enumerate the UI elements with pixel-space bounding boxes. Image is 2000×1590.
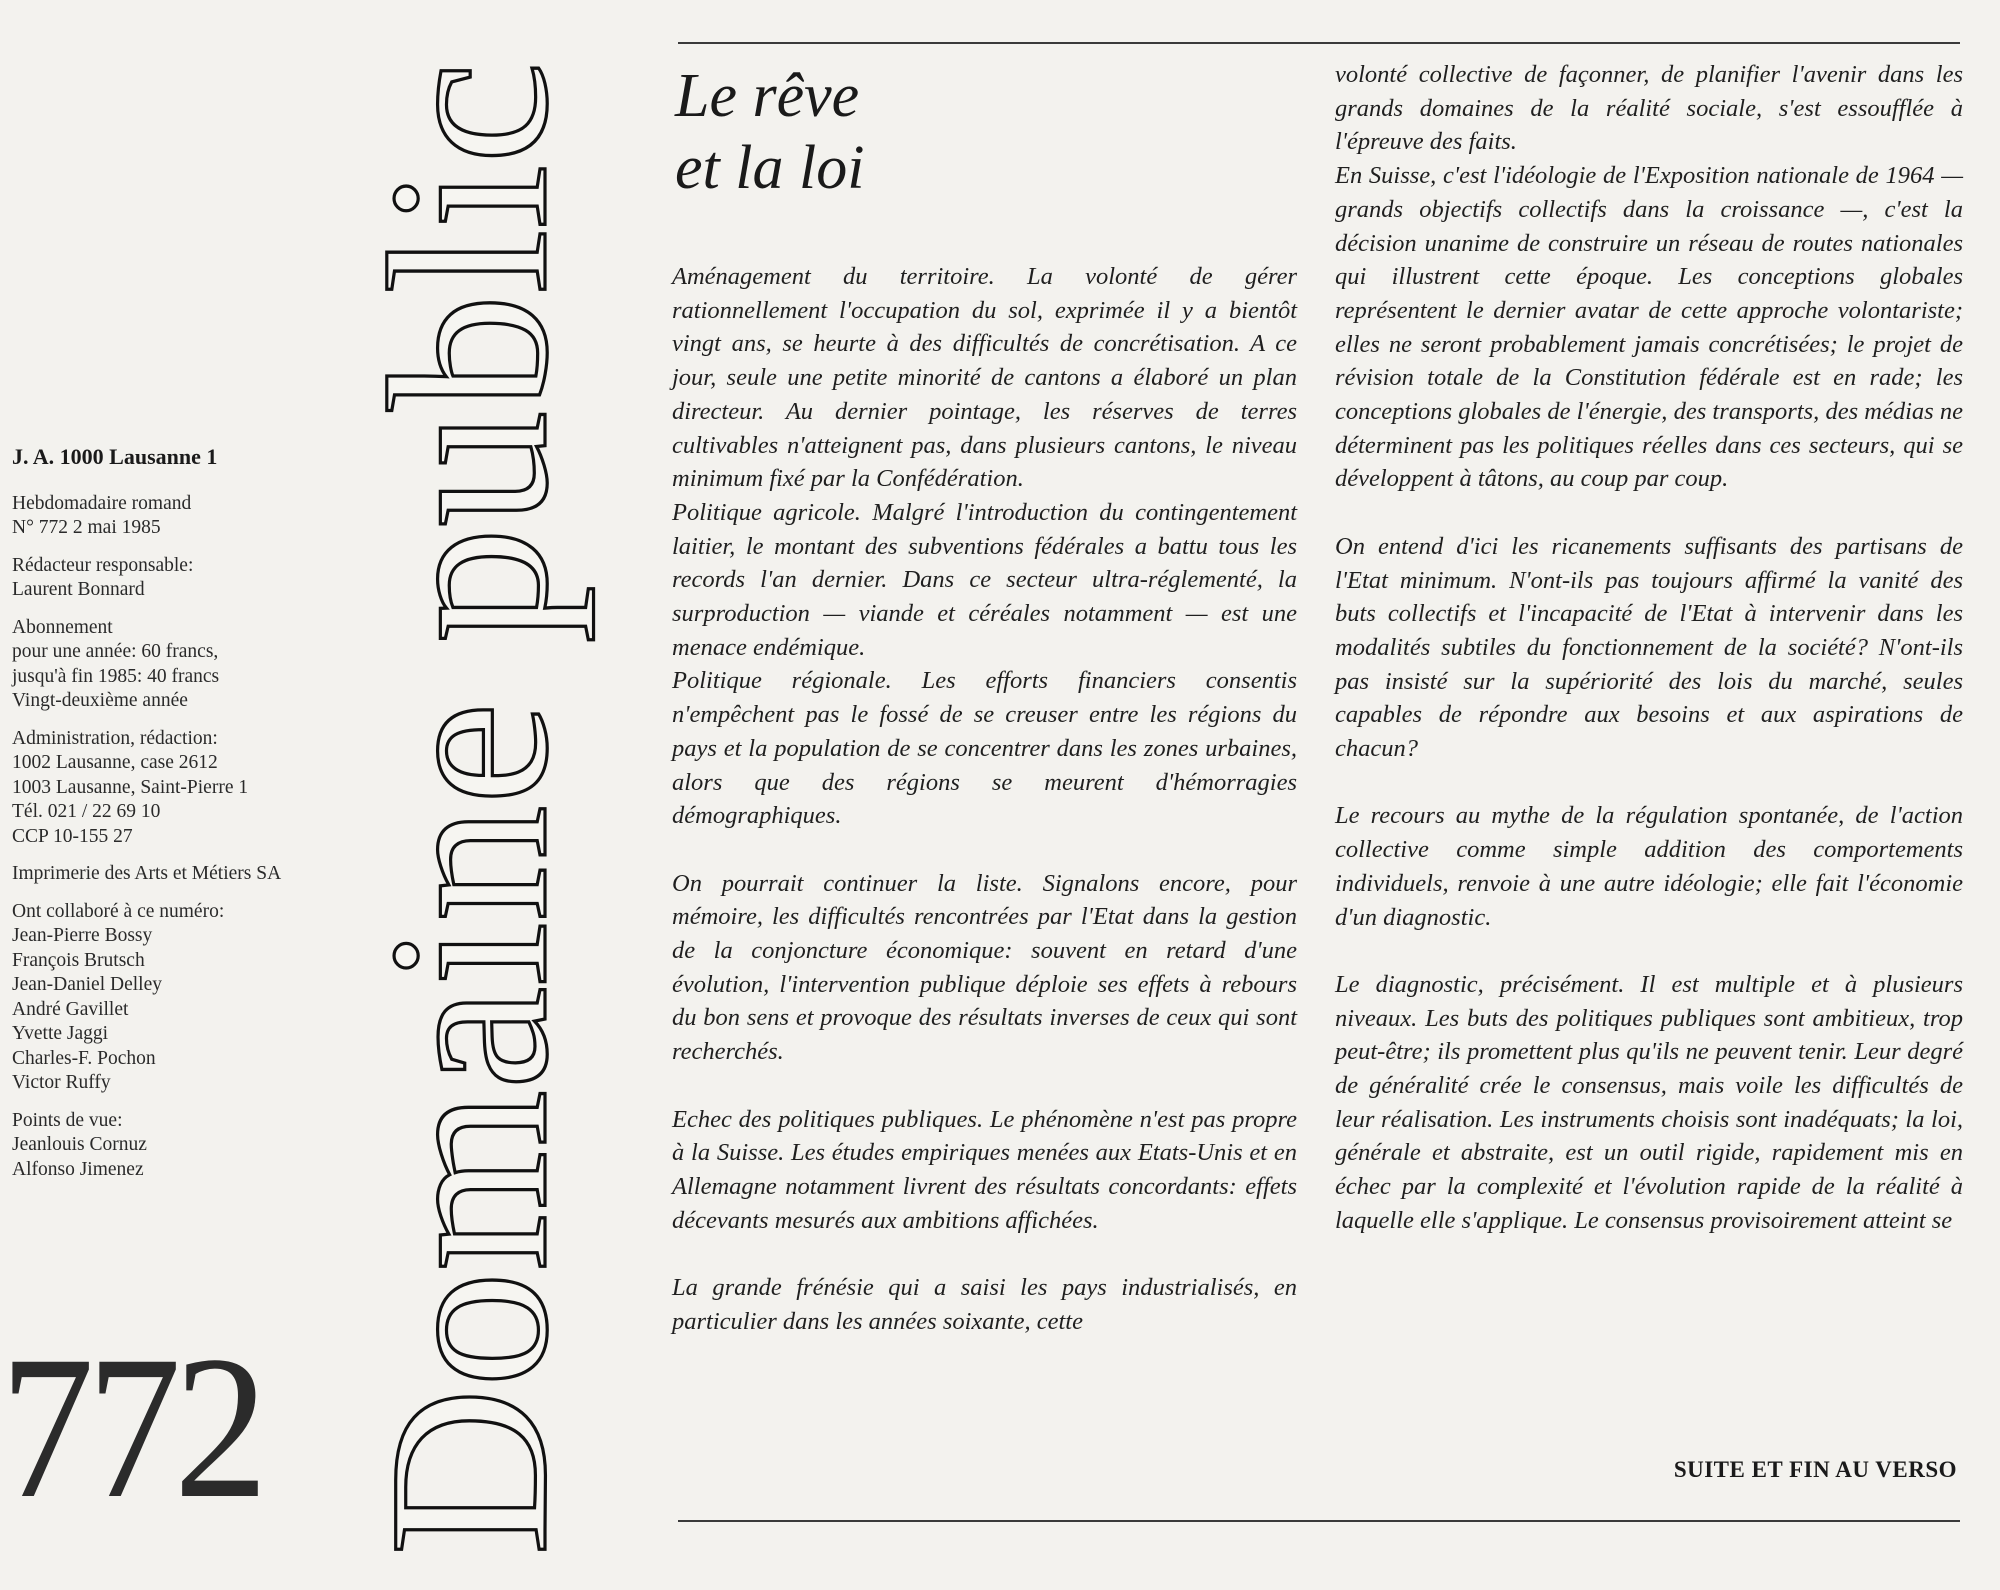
colophon-block bbox=[12, 727, 342, 850]
article-paragraph: Echec des politiques publiques. Le phénomène n'est pas propre à la Suisse. Les études empiriques menées aux Etats-Unis et en Allemagne notamment livrent des résultats concordants: effets décevants mesurés aux ambitions affichées. bbox=[672, 1105, 1297, 1234]
colophon-line: 1003 Lausanne, Saint-Pierre 1 bbox=[12, 776, 249, 798]
colophon-block bbox=[12, 616, 342, 714]
continued-note: SUITE ET FIN AU VERSO bbox=[1673, 1457, 1957, 1482]
colophon-line: Laurent Bonnard bbox=[12, 579, 145, 600]
article-paragraph: Le recours au mythe de la régulation spontanée, de l'action collective comme simple addition des comportements individuels, renvoie à une autre idéologie; elle fait l'économie d'un diagnostic. bbox=[1335, 802, 1963, 931]
colophon-line: Jeanlouis Cornuz bbox=[12, 1134, 147, 1155]
article-paragraph: On pourrait continuer la liste. Signalons encore, pour mémoire, les difficultés rencontrées par l'Etat dans la gestion de la conjoncture économique: souvent en retard d'une évolution, l'intervention publique déploie ses effets à rebours du bon sens et provoque des résultats inverses de ceux qui sont recherchés. bbox=[672, 869, 1297, 1066]
colophon-line: Victor Ruffy bbox=[12, 1072, 111, 1093]
colophon-line: 1002 Lausanne, case 2612 bbox=[12, 752, 218, 773]
article-title bbox=[675, 60, 864, 204]
colophon-line: CCP 10-155 27 bbox=[12, 825, 133, 847]
colophon-line: Jean-Pierre Bossy bbox=[12, 925, 153, 946]
colophon-line: Hebdomadaire romand bbox=[12, 492, 192, 514]
colophon-line: Charles-F. Pochon bbox=[12, 1047, 156, 1069]
colophon-line: N° 772 2 mai 1985 bbox=[12, 517, 161, 538]
colophon-line: pour une année: 60 francs, bbox=[12, 641, 219, 662]
colophon-blocks bbox=[12, 492, 342, 1183]
postal-address: J. A. 1000 Lausanne 1 bbox=[12, 444, 218, 469]
article-paragraph: Politique régionale. Les efforts financiers consentis n'empêchent pas le fossé de se creuser entre les régions du pays et la population de se concentrer dans les zones urbaines, alors que des régions se meurent d'hémorragies démographiques. bbox=[672, 667, 1297, 830]
article-paragraph: Politique agricole. Malgré l'introduction du contingentement laitier, le montant des subventions fédérales a battu tous les records l'an dernier. Dans ce secteur ultra-réglementé, la surproduction — viande et céréales notamment — est une menace endémique. bbox=[672, 498, 1297, 661]
colophon-block bbox=[12, 554, 342, 603]
colophon-line: Alfonso Jimenez bbox=[12, 1158, 144, 1180]
colophon-line: Ont collaboré à ce numéro: bbox=[12, 900, 225, 922]
colophon-block bbox=[12, 862, 342, 887]
colophon-line: Rédacteur responsable: bbox=[12, 554, 194, 576]
colophon-line: André Gavillet bbox=[12, 998, 129, 1020]
article-column-2 bbox=[1335, 58, 1963, 1238]
title-line-1: Le rêve bbox=[675, 62, 860, 130]
colophon bbox=[12, 445, 342, 1195]
colophon-line: jusqu'à fin 1985: 40 francs bbox=[12, 665, 220, 687]
issue-number: 772 bbox=[0, 1314, 261, 1541]
top-rule bbox=[678, 42, 1960, 44]
masthead bbox=[343, 36, 595, 1556]
article-paragraph: Le diagnostic, précisément. Il est multiple et à plusieurs niveaux. Les buts des politiques publiques sont ambitieux, trop peut-être; ils promettent plus qu'ils ne peuvent tenir. Leur degré de généralité crée le consensus, mais voile les difficultés de leur réalisation. Les instruments choisis sont inadéquats; la loi, générale et abstraite, est un outil rigide, rapidement mis en échec par la complexité et l'évolution rapide de la réalité à laquelle elle s'applique. Le consensus provisoirement atteint se bbox=[1335, 970, 1963, 1234]
colophon-block bbox=[12, 900, 342, 1096]
colophon-line: Vingt-deuxième année bbox=[12, 690, 188, 711]
colophon-line: Imprimerie des Arts et Métiers SA bbox=[12, 863, 282, 884]
article-paragraph: La grande frénésie qui a saisi les pays industrialisés, en particulier dans les années soixante, cette bbox=[672, 1274, 1297, 1335]
colophon-block bbox=[12, 492, 342, 541]
colophon-block bbox=[12, 1109, 342, 1183]
article-paragraph: En Suisse, c'est l'idéologie de l'Exposition nationale de 1964 — grands objectifs collectifs dans la croissance —, c'est la décision unanime de construire un réseau de routes nationales qui illustrent cette époque. Les conceptions globales représentent le dernier avatar de cette approche volontariste; elles ne seront probablement jamais concrétisées; le projet de révision totale de la Constitution fédérale est en rade; les conceptions globales de l'énergie, des transports, des médias ne déterminent pas les politiques réelles dans ces secteurs, qui se développent à tâtons, au coup par coup. bbox=[1335, 162, 1963, 493]
colophon-line: Yvette Jaggi bbox=[12, 1023, 109, 1044]
colophon-line: Administration, rédaction: bbox=[12, 727, 218, 749]
colophon-line: Tél. 021 / 22 69 10 bbox=[12, 801, 161, 822]
bottom-rule bbox=[678, 1520, 1960, 1522]
article-paragraph: On entend d'ici les ricanements suffisants des partisans de l'Etat minimum. N'ont-ils pas toujours affirmé la vanité des buts collectifs et l'incapacité de l'Etat à intervenir dans les modalités subtiles du fonctionnement de la société? N'ont-ils pas insisté sur la supériorité des lois du marché, seules capables de répondre aux besoins et aux aspirations de chacun? bbox=[1335, 532, 1963, 763]
masthead-svg bbox=[343, 36, 595, 1556]
colophon-line: Jean-Daniel Delley bbox=[12, 974, 162, 995]
colophon-line: Abonnement bbox=[12, 616, 113, 638]
colophon-line: Points de vue: bbox=[12, 1109, 123, 1131]
article-paragraph: Aménagement du territoire. La volonté de gérer rationnellement l'occupation du sol, exprimée il y a bientôt vingt ans, se heurte à des difficultés de concrétisation. A ce jour, seule une petite minorité de cantons a élaboré un plan directeur. Au dernier pointage, les réserves de terres cultivables n'atteignent pas, dans plusieurs cantons, le niveau minimum fixé par la Confédération. bbox=[672, 263, 1297, 493]
masthead-title: Domaine public bbox=[343, 93, 595, 1556]
title-line-2: et la loi bbox=[675, 134, 865, 202]
article-paragraph: volonté collective de façonner, de planifier l'avenir dans les grands domaines de la réalité sociale, s'est essoufflée à l'épreuve des faits. bbox=[1335, 61, 1963, 156]
article-column-1 bbox=[672, 260, 1297, 1338]
colophon-line: François Brutsch bbox=[12, 949, 145, 971]
